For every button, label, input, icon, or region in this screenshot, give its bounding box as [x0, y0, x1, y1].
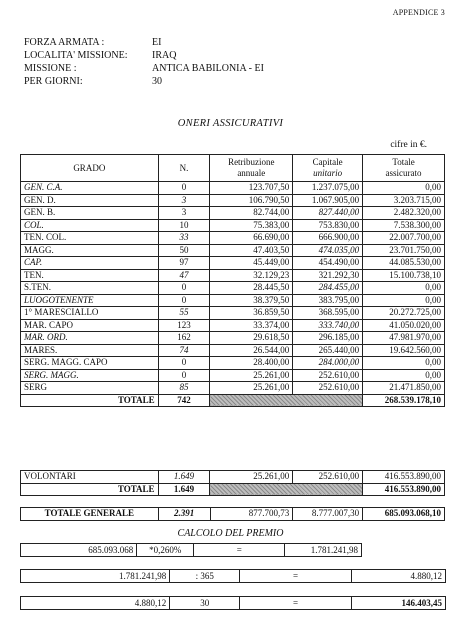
cell-grado: LUOGOTENENTE [21, 294, 159, 307]
table-row [21, 319, 445, 332]
column-header-totale [363, 155, 445, 182]
header-label: FORZA ARMATA : [24, 37, 105, 48]
cell-grado: MAR. CAPO [21, 319, 159, 332]
table-row [21, 182, 445, 195]
calc-row [21, 597, 446, 610]
calc-row [21, 544, 362, 557]
column-header-line: annuale [237, 168, 266, 178]
cell-capitale: 753.830,00 [293, 219, 363, 232]
volontari-total-row [21, 483, 445, 496]
table-row [21, 471, 445, 484]
cell-totale: 0,00 [363, 369, 445, 382]
calc-operand: 4.880,12 [21, 597, 170, 610]
cell-n: 0 [158, 182, 210, 195]
column-header-line: Capitale [312, 157, 343, 167]
appendix-label: APPENDICE 3 [392, 8, 445, 17]
cell-retribuzione: 123.707,50 [210, 182, 293, 195]
cell-totale: 3.203.715,00 [363, 194, 445, 207]
cell-n: 97 [158, 257, 210, 270]
table-row [21, 382, 445, 395]
table-total-row [21, 394, 445, 407]
grand-total-n: 2.391 [158, 508, 210, 521]
cell-totale: 7.538.300,00 [363, 219, 445, 232]
cell-grado: SERG. MAGG. CAPO [21, 357, 159, 370]
total-value: 268.539.178,10 [363, 394, 445, 407]
total-n: 1.649 [158, 483, 210, 496]
table-row [21, 194, 445, 207]
cell-grado: SERG [21, 382, 159, 395]
cell-capitale: 321.292,30 [293, 269, 363, 282]
cell-capitale: 265.440,00 [293, 344, 363, 357]
column-header-line: assicurato [385, 168, 422, 178]
header-row-giorni [24, 75, 264, 88]
cell-grado: GEN. B. [21, 207, 159, 220]
calc-equals: = [240, 597, 352, 610]
total-value: 416.553.890,00 [363, 483, 445, 496]
cell-n: 3 [158, 207, 210, 220]
calc-operator: *0,260% [137, 544, 194, 557]
cell-n: 0 [158, 369, 210, 382]
cell-totale: 21.471.850,00 [363, 382, 445, 395]
cell-n: 50 [158, 244, 210, 257]
cell-retribuzione: 33.374,00 [210, 319, 293, 332]
table-row [21, 257, 445, 270]
cell-grado: SERG. MAGG. [21, 369, 159, 382]
calcolo-row-1 [20, 543, 362, 557]
calc-result: 4.880,12 [351, 570, 445, 583]
table-row [21, 307, 445, 320]
grand-total-row [21, 508, 445, 521]
calc-operator: : 365 [170, 570, 240, 583]
table-header-row [21, 155, 445, 182]
cell-grado: TEN. COL. [21, 232, 159, 245]
total-label: TOTALE [21, 483, 159, 496]
cell-grado: MAGG. [21, 244, 159, 257]
cell-capitale: 474.035,00 [293, 244, 363, 257]
cell-totale: 0,00 [363, 282, 445, 295]
grand-total-capitale: 8.777.007,30 [293, 508, 363, 521]
cell-grado: 1° MARESCIALLO [21, 307, 159, 320]
cell-retribuzione: 36.859,50 [210, 307, 293, 320]
calc-result: 146.403,45 [351, 597, 445, 610]
cell-n: 55 [158, 307, 210, 320]
header-value: IRAQ [152, 50, 177, 61]
cell-grado: MARES. [21, 344, 159, 357]
calc-operand: 685.093.068 [21, 544, 137, 557]
volontari-totale: 416.553.890,00 [363, 471, 445, 484]
cell-totale: 0,00 [363, 294, 445, 307]
grand-total-label: TOTALE GENERALE [21, 508, 159, 521]
volontari-table [20, 470, 445, 496]
table-row [21, 294, 445, 307]
cell-n: 10 [158, 219, 210, 232]
calcolo-row-3 [20, 596, 446, 610]
header-label: PER GIORNI: [24, 76, 83, 87]
cell-grado: GEN. C.A. [21, 182, 159, 195]
cell-totale: 47.981.970,00 [363, 332, 445, 345]
column-header-line: unitario [313, 168, 343, 178]
cell-n: 0 [158, 357, 210, 370]
table-row [21, 232, 445, 245]
grand-total-retribuzione: 877.700,73 [210, 508, 293, 521]
calcolo-row-2 [20, 569, 446, 583]
calc-result: 1.781.241,98 [285, 544, 362, 557]
cell-n: 47 [158, 269, 210, 282]
calc-row [21, 570, 446, 583]
cell-grado: COL. [21, 219, 159, 232]
cell-n: 123 [158, 319, 210, 332]
cell-retribuzione: 25.261,00 [210, 369, 293, 382]
table-row [21, 357, 445, 370]
cell-totale: 44.085.530,00 [363, 257, 445, 270]
cell-n: 3 [158, 194, 210, 207]
cell-totale: 23.701.750,00 [363, 244, 445, 257]
cell-retribuzione: 38.379,50 [210, 294, 293, 307]
cell-totale: 2.482.320,00 [363, 207, 445, 220]
cell-retribuzione: 47.403,50 [210, 244, 293, 257]
cell-grado: CAP. [21, 257, 159, 270]
cell-capitale: 383.795,00 [293, 294, 363, 307]
table-row [21, 269, 445, 282]
calc-operator: 30 [170, 597, 240, 610]
cell-n: 0 [158, 294, 210, 307]
cell-n: 162 [158, 332, 210, 345]
header-row-localita [24, 49, 264, 62]
header-value: EI [152, 37, 162, 48]
volontari-capitale: 252.610,00 [293, 471, 363, 484]
grand-total-totale: 685.093.068,10 [363, 508, 445, 521]
cell-retribuzione: 32.129,23 [210, 269, 293, 282]
column-header-line: Totale [392, 157, 415, 167]
table-row [21, 369, 445, 382]
cell-capitale: 666.900,00 [293, 232, 363, 245]
column-header-n: N. [158, 155, 210, 182]
column-header-line: Retribuzione [228, 157, 275, 167]
header-value: ANTICA BABILONIA - EI [152, 63, 264, 74]
calcolo-title: CALCOLO DEL PREMIO [177, 528, 284, 539]
cell-retribuzione: 28.445,50 [210, 282, 293, 295]
cell-capitale: 252.610,00 [293, 369, 363, 382]
table-row [21, 244, 445, 257]
section-title: ONERI ASSICURATIVI [177, 118, 284, 129]
table-row [21, 282, 445, 295]
shaded-cell [210, 483, 363, 496]
cell-grado: TEN. [21, 269, 159, 282]
cell-retribuzione: 25.261,00 [210, 382, 293, 395]
total-label: TOTALE [21, 394, 159, 407]
grand-total-table [20, 507, 445, 521]
cell-grado: GEN. D. [21, 194, 159, 207]
header-label: LOCALITA' MISSIONE: [24, 50, 128, 61]
calc-equals: = [240, 570, 352, 583]
column-header-retribuzione [210, 155, 293, 182]
oneri-table [20, 154, 445, 407]
unit-note: cifre in €. [390, 140, 427, 150]
cell-totale: 0,00 [363, 182, 445, 195]
document-header [24, 36, 264, 88]
cell-retribuzione: 45.449,00 [210, 257, 293, 270]
volontari-retribuzione: 25.261,00 [210, 471, 293, 484]
cell-capitale: 284.000,00 [293, 357, 363, 370]
cell-capitale: 1.067.905,00 [293, 194, 363, 207]
calc-equals: = [194, 544, 285, 557]
cell-totale: 19.642.560,00 [363, 344, 445, 357]
calc-operand: 1.781.241,98 [21, 570, 170, 583]
cell-capitale: 1.237.075,00 [293, 182, 363, 195]
volontari-label: VOLONTARI [21, 471, 159, 484]
cell-retribuzione: 28.400,00 [210, 357, 293, 370]
cell-grado: S.TEN. [21, 282, 159, 295]
cell-n: 0 [158, 282, 210, 295]
cell-grado: MAR. ORD. [21, 332, 159, 345]
cell-totale: 20.272.725,00 [363, 307, 445, 320]
cell-retribuzione: 29.618,50 [210, 332, 293, 345]
cell-retribuzione: 75.383,00 [210, 219, 293, 232]
cell-n: 33 [158, 232, 210, 245]
volontari-n: 1.649 [158, 471, 210, 484]
total-n: 742 [158, 394, 210, 407]
shaded-cell [210, 394, 363, 407]
cell-capitale: 368.595,00 [293, 307, 363, 320]
table-row [21, 344, 445, 357]
cell-retribuzione: 106.790,50 [210, 194, 293, 207]
cell-capitale: 333.740,00 [293, 319, 363, 332]
cell-capitale: 454.490,00 [293, 257, 363, 270]
cell-retribuzione: 26.544,00 [210, 344, 293, 357]
header-row-forza-armata [24, 36, 264, 49]
header-label: MISSIONE : [24, 63, 77, 74]
cell-totale: 41.050.020,00 [363, 319, 445, 332]
table-row [21, 207, 445, 220]
cell-capitale: 284.455,00 [293, 282, 363, 295]
column-header-capitale [293, 155, 363, 182]
cell-totale: 15.100.738,10 [363, 269, 445, 282]
cell-retribuzione: 82.744,00 [210, 207, 293, 220]
cell-n: 85 [158, 382, 210, 395]
column-header-grado: GRADO [21, 155, 159, 182]
cell-totale: 0,00 [363, 357, 445, 370]
cell-capitale: 252.610,00 [293, 382, 363, 395]
header-value: 30 [152, 76, 162, 87]
table-row [21, 332, 445, 345]
cell-capitale: 827.440,00 [293, 207, 363, 220]
header-row-missione [24, 62, 264, 75]
table-row [21, 219, 445, 232]
cell-capitale: 296.185,00 [293, 332, 363, 345]
cell-retribuzione: 66.690,00 [210, 232, 293, 245]
cell-totale: 22.007.700,00 [363, 232, 445, 245]
cell-n: 74 [158, 344, 210, 357]
